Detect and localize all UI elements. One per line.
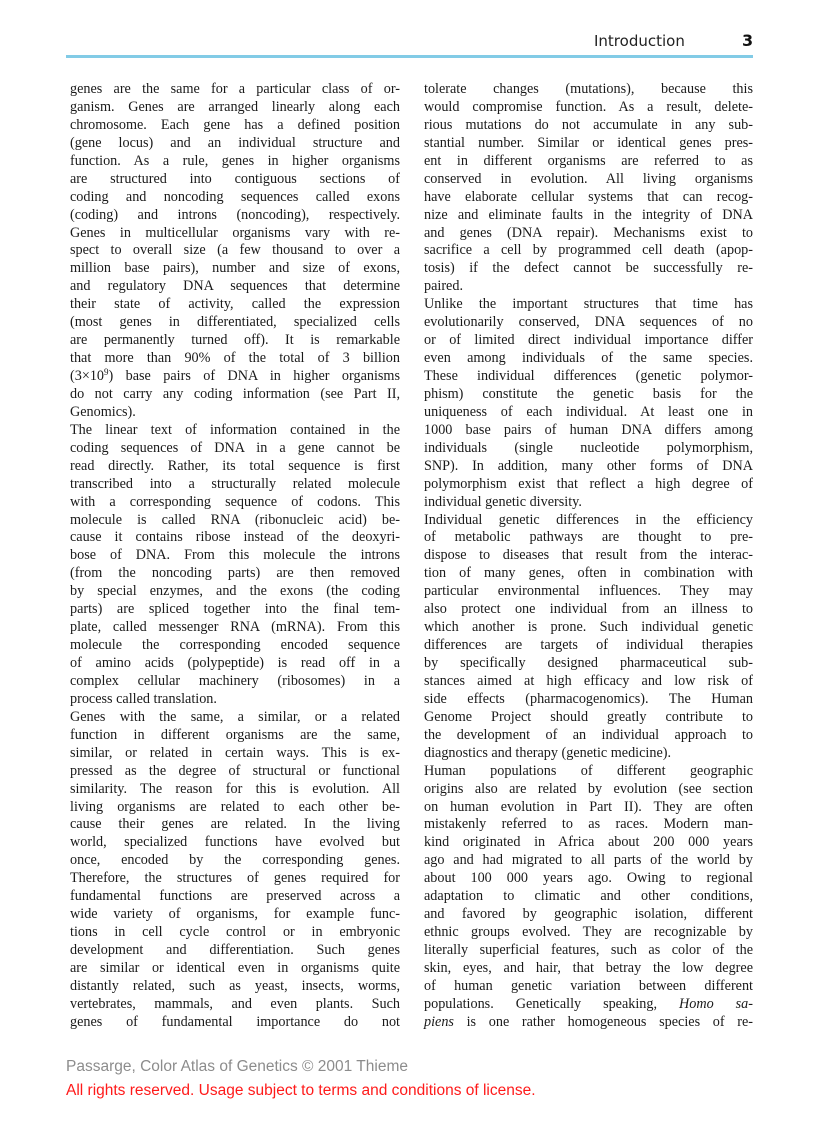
text-line: wide variety of organisms, for example func- [70,906,400,923]
text-line: which another is prone. Such individual genetic [424,619,753,636]
text-line: vertebrates, mammals, and even plants. Such [70,995,400,1012]
text-line: skin, eyes, and hair, that betray the low degree [424,959,753,976]
text-line: kind originated in Africa about 200 000 years [424,834,753,851]
text-line: Genomics). [70,403,136,420]
text-line: 1000 base pairs of human DNA differs among [424,421,753,438]
text-line: pressed as the degree of structural or functional [70,762,400,779]
text-line: evolutionarily conserved, DNA sequences of no [424,314,753,331]
text-line: stantial number. Similar or identical genes pres- [424,134,753,151]
text-line: molecule the corresponding encoded sequence [70,637,400,654]
text-column-right [424,81,753,1032]
text-line: chromosome. Each gene has a defined position [70,116,400,133]
text-line: similar, or related in certain ways. This is ex- [70,744,400,761]
text-line: would compromise function. As a result, delete- [424,98,753,115]
text-line: parts) are spliced together into the final tem- [70,601,400,618]
text-line: particular environmental influences. They may [424,583,753,600]
text-line: Genome Project should greatly contribute to [424,708,753,725]
text-line: spect to overall size (a few thousand to over a [70,242,400,259]
text-line: (coding) and introns (noncoding), respectively. [70,206,400,223]
text-line: fundamental functions are preserved across a [70,888,400,905]
text-line: literally superficial features, such as color of the [424,942,753,958]
text-line: Therefore, the structures of genes required for [70,870,400,887]
text-line: cause their genes are related. In the living [70,816,400,833]
text-line: distantly related, such as yeast, insects, worms, [70,977,400,994]
text-line: uniqueness of each individual. At least one in [424,403,753,420]
text-line: of metabolic pathways are thought to pre- [424,529,753,546]
text-line: polymorphism exist that reflect a high degree of [424,475,753,492]
text-line: and regulatory DNA sequences that determine [70,278,400,295]
text-line: also protect one individual from an illness to [424,601,753,618]
text-line: diagnostics and therapy (genetic medicine). [424,744,672,761]
text-line: genes of fundamental importance do not [70,1013,400,1030]
text-span: (3×10 [70,368,105,384]
text-line: or of limited direct individual importance differ [424,332,753,349]
text-line: conserved in evolution. All living organisms [424,170,753,187]
text-line: on human evolution in Part II). They are often [424,798,753,815]
footer-copyright: Passarge, Color Atlas of Genetics © 2001 Thieme [66,1058,408,1075]
text-line: Genes in multicellular organisms vary with re- [70,224,400,241]
text-line: complex cellular machinery (ribosomes) in a [70,672,400,689]
text-line [70,368,400,386]
text-line: dispose to diseases that result from the interac- [424,547,753,564]
text-line: similarity. The reason for this is evolution. All [70,780,400,797]
text-line: ethnic groups evolved. They are recognizable by [424,924,753,941]
text-line [424,996,753,1014]
text-line: genes are the same for a particular class of or- [70,81,400,97]
text-line: (from the noncoding parts) are then removed [70,565,400,582]
text-line: have elaborate cellular systems that can recog- [424,188,753,205]
text-line: tions in cell cycle control or in embryonic [70,924,400,941]
text-line: (gene locus) and an individual structure and [70,134,400,151]
text-line: coding sequences of DNA in a gene cannot be [70,439,400,456]
text-line: the development of an individual approach to [424,726,753,743]
text-line: once, encoded by the corresponding genes. [70,852,400,869]
text-line: of amino acids (polypeptide) is read off in a [70,655,400,671]
text-line: are similar or identical even in organisms quite [70,959,400,976]
text-line: bose of DNA. From this molecule the introns [70,547,400,564]
text-line: million base pairs), number and size of exons, [70,260,400,277]
text-line: of human genetic variation between different [424,977,753,994]
header-rule [66,55,753,58]
text-line: stances aimed at high efficacy and low risk of [424,672,753,689]
text-line: by special enzymes, and the exons (the coding [70,583,400,600]
text-line: molecule is called RNA (ribonucleic acid) be- [70,511,400,528]
text-line: plate, called messenger RNA (mRNA). From this [70,619,400,636]
text-line: are structured into contiguous sections of [70,170,400,187]
text-line: The linear text of information contained in the [70,421,400,438]
text-line: origins also are related by evolution (see section [424,780,753,797]
text-line: even among individuals of the same species. [424,350,753,367]
text-line: individual genetic diversity. [424,493,582,510]
text-line: mistakenly referred to as races. Modern man- [424,816,753,833]
italic-text: Homo sa- [679,995,753,1012]
text-line: side effects (pharmacogenomics). The Human [424,690,753,707]
text-line: nize and eliminate faults in the integrity of DNA [424,206,753,223]
page-number: 3 [742,31,754,50]
text-line: differences are targets of individual therapies [424,637,753,654]
text-line: ent in different organisms are referred to as [424,152,753,169]
text-line: and favored by geographic isolation, different [424,906,753,923]
text-line: read directly. Rather, its total sequence is first [70,457,400,474]
text-line: by specifically designed pharmaceutical sub- [424,655,753,671]
text-line: are permanently turned off). It is remarkable [70,332,400,349]
text-line: SNP). In addition, many other forms of DNA [424,457,753,474]
text-line: function in different organisms are the same, [70,726,400,743]
text-line: with a corresponding sequence of codons. This [70,493,400,510]
text-line: tolerate changes (mutations), because this [424,81,753,97]
text-line: sacrifice a cell by programmed cell death (apop- [424,242,753,259]
text-line: rious mutations do not accumulate in any sub- [424,116,753,133]
text-line: world, specialized functions have evolved but [70,834,400,851]
text-line: living organisms are related to each other be- [70,798,400,815]
text-line: cause it contains ribose instead of the deoxyri- [70,529,400,546]
text-line: Genes with the same, a similar, or a related [70,708,400,725]
text-line: Individual genetic differences in the efficiency [424,511,753,528]
italic-text: piens [424,1013,454,1030]
text-line: their state of activity, called the expression [70,296,400,313]
text-line: paired. [424,278,463,295]
text-line: Human populations of different geographic [424,762,753,779]
text-line: function. As a rule, genes in higher organisms [70,152,400,169]
text-line: that more than 90% of the total of 3 billion [70,350,400,367]
text-line: tosis) if the defect cannot be successfully re- [424,260,753,277]
running-header-title: Introduction [594,32,685,50]
text-column-left [70,81,400,1032]
text-line: adaptation to climatic and other conditions, [424,888,753,905]
text-line: about 100 000 years ago. Owing to regional [424,870,753,887]
text-span: ) base pairs of DNA in higher organisms [108,368,400,384]
text-line: ago and had migrated to all parts of the world by [424,852,753,869]
superscript: 9 [104,367,109,377]
text-line: individuals (single nucleotide polymorphism, [424,439,753,456]
text-line: ganism. Genes are arranged linearly along each [70,98,400,115]
text-line: These individual differences (genetic polymor- [424,368,753,384]
text-span: populations. Genetically speaking, [424,995,680,1012]
text-line: (most genes in differentiated, specialized cells [70,314,400,331]
text-line: do not carry any coding information (see Part II, [70,385,400,402]
text-span: is one rather homogeneous species of re- [453,1013,753,1030]
text-line: phism) constitute the genetic basis for the [424,385,753,402]
text-line: process called translation. [70,690,217,707]
text-line: development and differentiation. Such genes [70,942,400,958]
text-line: coding and noncoding sequences called exons [70,188,400,205]
text-line: tion of many genes, often in combination with [424,565,753,582]
text-line [424,1014,753,1032]
text-line: and genes (DNA repair). Mechanisms exist to [424,224,753,241]
text-line: transcribed into a structurally related molecule [70,475,400,492]
footer-license[interactable]: All rights reserved. Usage subject to terms and conditions of license. [66,1082,536,1099]
text-line: Unlike the important structures that time has [424,296,753,313]
